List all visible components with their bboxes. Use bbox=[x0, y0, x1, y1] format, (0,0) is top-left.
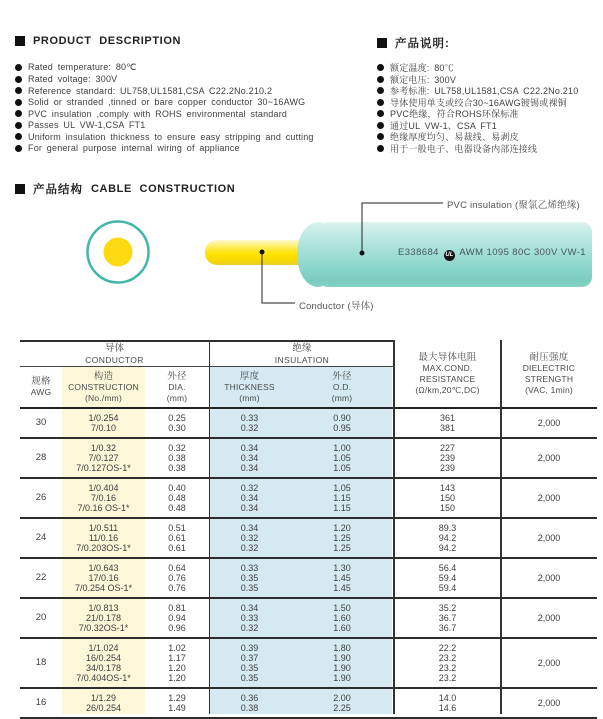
pointer-dot-icon bbox=[260, 250, 265, 255]
product-description-list bbox=[15, 62, 314, 154]
cell-resistance: 22.2 23.2 23.2 23.2 bbox=[438, 643, 457, 683]
bullet-item bbox=[377, 74, 603, 86]
cell-dia: 1.29 1.49 bbox=[168, 693, 186, 713]
bullet-text: 通过UL VW-1、CSA FT1 bbox=[390, 120, 497, 131]
cell-construction: 1/1.024 16/0.254 34/0.178 7/0.404OS-1* bbox=[76, 643, 131, 683]
cell-dia: 0.25 0.30 bbox=[168, 413, 186, 433]
cell-dia: 0.81 0.94 0.96 bbox=[168, 603, 186, 633]
cell-dielectric: 2,000 bbox=[537, 418, 561, 428]
cell-dia: 0.40 0.48 0.48 bbox=[168, 483, 186, 513]
header-dielectric: 耐压强度 DIELECTRIC STRENGTH (VAC, 1min) bbox=[522, 351, 576, 395]
bullet-item bbox=[15, 74, 314, 86]
cable-print-rating: AWM 1095 80C 300V VW-1 bbox=[459, 247, 586, 258]
cell-construction: 1/0.643 17/0.16 7/0.254 OS-1* bbox=[74, 563, 133, 593]
bullet-icon bbox=[377, 145, 384, 152]
cell-thickness: 0.34 0.32 0.32 bbox=[240, 523, 259, 553]
bullet-icon bbox=[15, 64, 22, 71]
bullet-icon bbox=[15, 99, 22, 106]
bullet-item bbox=[15, 108, 314, 120]
table-border bbox=[393, 340, 395, 714]
cell-awg: 16 bbox=[35, 697, 47, 708]
bullet-text: 绝缘厚度均匀、易裁线、易剥皮 bbox=[390, 132, 519, 143]
cell-thickness: 0.34 0.33 0.32 bbox=[240, 603, 259, 633]
cell-od: 1.30 1.45 1.45 bbox=[333, 563, 351, 593]
cell-awg: 30 bbox=[35, 417, 47, 428]
cable-print-text bbox=[390, 247, 594, 261]
cell-thickness: 0.36 0.38 bbox=[240, 693, 259, 713]
section-marker-icon bbox=[377, 38, 387, 48]
table-row bbox=[20, 439, 597, 479]
bullet-text: PVC绝缘，符合ROHS环保标准 bbox=[390, 109, 519, 120]
cell-od: 1.50 1.60 1.60 bbox=[333, 603, 351, 633]
header-resistance: 最大导体电阻 MAX.COND. RESISTANCE (Ω/km,20℃,DC) bbox=[415, 351, 480, 395]
bullet-icon bbox=[15, 133, 22, 140]
header-thickness: 厚度 THICKNESS (mm) bbox=[224, 370, 275, 403]
cell-awg: 24 bbox=[35, 532, 47, 543]
pointer-dot-icon bbox=[360, 251, 365, 256]
conductor-core-icon bbox=[104, 238, 133, 267]
table-border bbox=[500, 340, 502, 714]
bullet-item bbox=[15, 97, 314, 109]
bullet-item bbox=[377, 62, 603, 74]
bullet-text: Solid or stranded ,tinned or bare copper conductor 30~16AWG bbox=[28, 97, 306, 108]
bullet-item bbox=[15, 120, 314, 132]
insulation-group-header: 绝缘 INSULATION bbox=[274, 342, 330, 365]
table-row bbox=[20, 519, 597, 559]
bullet-item bbox=[377, 131, 603, 143]
bullet-text: Rated temperature: 80℃ bbox=[28, 62, 137, 73]
bullet-item bbox=[15, 143, 314, 155]
table-border bbox=[20, 407, 597, 409]
bullet-text: 额定温度: 80℃ bbox=[390, 63, 454, 74]
bullet-item bbox=[377, 97, 603, 109]
cell-od: 1.80 1.90 1.90 1.90 bbox=[333, 643, 351, 683]
cell-resistance: 143 150 150 bbox=[439, 483, 456, 513]
cell-awg: 26 bbox=[35, 492, 47, 503]
bullet-item bbox=[15, 62, 314, 74]
construction-title-cn: 产品结构 bbox=[33, 184, 83, 196]
bullet-icon bbox=[377, 87, 384, 94]
cell-od: 1.05 1.15 1.15 bbox=[333, 483, 351, 513]
cell-od: 1.00 1.05 1.05 bbox=[333, 443, 351, 473]
cell-thickness: 0.39 0.37 0.35 0.35 bbox=[240, 643, 259, 683]
table-body bbox=[20, 409, 597, 719]
cell-awg: 28 bbox=[35, 452, 47, 463]
cell-dielectric: 2,000 bbox=[537, 613, 561, 623]
product-notes-list bbox=[377, 62, 603, 154]
header-construction: 构造 CONSTRUCTION (No./mm) bbox=[68, 370, 139, 403]
bullet-text: Reference standard: UL758,UL1581,CSA C22.2No.210.2 bbox=[28, 85, 273, 96]
cell-dielectric: 2,000 bbox=[537, 698, 561, 708]
section-marker-icon bbox=[15, 36, 25, 46]
bullet-icon bbox=[377, 76, 384, 83]
bullet-text: Uniform insulation thickness to ensure easy stripping and cutting bbox=[28, 131, 314, 142]
table-row bbox=[20, 409, 597, 439]
cell-resistance: 56.4 59.4 59.4 bbox=[438, 563, 457, 593]
cell-dielectric: 2,000 bbox=[537, 533, 561, 543]
bullet-text: For general purpose internal wiring of appliance bbox=[28, 143, 240, 154]
table-row bbox=[20, 559, 597, 599]
cell-awg: 22 bbox=[35, 572, 47, 583]
bullet-text: Passes UL VW-1,CSA FT1 bbox=[28, 120, 146, 131]
cell-construction: 1/0.404 7/0.16 7/0.16 OS-1* bbox=[77, 483, 130, 513]
product-notes-title: 产品说明: bbox=[395, 38, 450, 50]
cell-dielectric: 2,000 bbox=[537, 493, 561, 503]
bullet-item bbox=[377, 85, 603, 97]
table-row bbox=[20, 479, 597, 519]
cell-dia: 1.02 1.17 1.20 1.20 bbox=[168, 643, 186, 683]
table-row bbox=[20, 599, 597, 639]
bullet-item bbox=[15, 131, 314, 143]
bullet-text: 用于一般电子、电器设备内部连接线 bbox=[390, 143, 538, 154]
bullet-icon bbox=[377, 110, 384, 117]
table-border bbox=[20, 340, 394, 342]
cell-resistance: 89.3 94.2 94.2 bbox=[438, 523, 457, 553]
cell-construction: 1/0.813 21/0.178 7/0.32OS-1* bbox=[78, 603, 129, 633]
table-border bbox=[20, 366, 394, 367]
cell-awg: 20 bbox=[35, 612, 47, 623]
bullet-icon bbox=[377, 64, 384, 71]
table-subheader bbox=[20, 367, 394, 407]
cell-thickness: 0.34 0.34 0.34 bbox=[240, 443, 259, 473]
table-border bbox=[209, 340, 211, 714]
bullet-icon bbox=[377, 122, 384, 129]
bullet-item bbox=[377, 120, 603, 132]
cell-dielectric: 2,000 bbox=[537, 658, 561, 668]
cell-dia: 0.64 0.76 0.76 bbox=[168, 563, 186, 593]
header-od: 外径 O.D. (mm) bbox=[331, 370, 353, 403]
cell-od: 1.20 1.25 1.25 bbox=[333, 523, 351, 553]
cell-dia: 0.51 0.61 0.61 bbox=[168, 523, 186, 553]
construction-title-en: CABLE CONSTRUCTION bbox=[91, 183, 236, 195]
cell-resistance: 14.0 14.6 bbox=[438, 693, 457, 713]
header-dia: 外径 DIA. (mm) bbox=[166, 370, 188, 403]
bullet-text: 导体使用单支或绞合30~16AWG镀锡或裸铜 bbox=[390, 97, 567, 108]
cell-construction: 1/1.29 26/0.254 bbox=[85, 693, 122, 713]
bullet-item bbox=[15, 85, 314, 97]
product-description-title: PRODUCT DESCRIPTION bbox=[33, 35, 182, 47]
spec-table bbox=[20, 340, 597, 714]
table-row bbox=[20, 689, 597, 719]
bullet-icon bbox=[377, 99, 384, 106]
bullet-text: 参考标准: UL758,UL1581,CSA C22.2No.210 bbox=[390, 86, 579, 97]
cell-resistance: 361 381 bbox=[439, 413, 456, 433]
header-awg: 规格 AWG bbox=[30, 376, 52, 397]
product-description-header bbox=[15, 35, 181, 47]
cell-thickness: 0.33 0.35 0.35 bbox=[240, 563, 259, 593]
cell-construction: 1/0.254 7/0.10 bbox=[88, 413, 119, 433]
cell-construction: 1/0.511 11/0.16 7/0.203OS-1* bbox=[76, 523, 131, 553]
cell-construction: 1/0.32 7/0.127 7/0.127OS-1* bbox=[76, 443, 131, 473]
bullet-icon bbox=[15, 122, 22, 129]
bullet-item bbox=[377, 108, 603, 120]
cell-awg: 18 bbox=[35, 657, 47, 668]
cell-dia: 0.32 0.38 0.38 bbox=[168, 443, 186, 473]
bullet-icon bbox=[377, 133, 384, 140]
cell-dielectric: 2,000 bbox=[537, 573, 561, 583]
conductor-group-header: 导体 CONDUCTOR bbox=[85, 342, 144, 365]
cell-resistance: 35.2 36.7 36.7 bbox=[438, 603, 457, 633]
cable-print-cert: E338684 bbox=[398, 247, 439, 258]
pvc-insulation-label: PVC insulation (聚氯乙烯绝缘) bbox=[447, 200, 580, 211]
bullet-text: Rated voltage: 300V bbox=[28, 74, 118, 85]
bullet-text: PVC insulation ,comply with ROHS environmental standard bbox=[28, 108, 288, 119]
bullet-icon bbox=[15, 145, 22, 152]
product-notes-header bbox=[377, 35, 450, 51]
conductor-label: Conductor (导体) bbox=[299, 301, 374, 312]
cell-thickness: 0.33 0.32 bbox=[240, 413, 259, 433]
bullet-item bbox=[377, 143, 603, 155]
cell-dielectric: 2,000 bbox=[537, 453, 561, 463]
cell-thickness: 0.32 0.34 0.34 bbox=[240, 483, 259, 513]
bullet-icon bbox=[15, 87, 22, 94]
cell-od: 2.00 2.25 bbox=[333, 693, 351, 713]
ul-mark-icon: UL bbox=[444, 250, 455, 261]
bullet-icon bbox=[15, 110, 22, 117]
cell-resistance: 227 239 239 bbox=[439, 443, 456, 473]
cell-od: 0.90 0.95 bbox=[333, 413, 351, 433]
bullet-text: 额定电压: 300V bbox=[390, 74, 457, 85]
bullet-icon bbox=[15, 76, 22, 83]
table-row bbox=[20, 639, 597, 689]
